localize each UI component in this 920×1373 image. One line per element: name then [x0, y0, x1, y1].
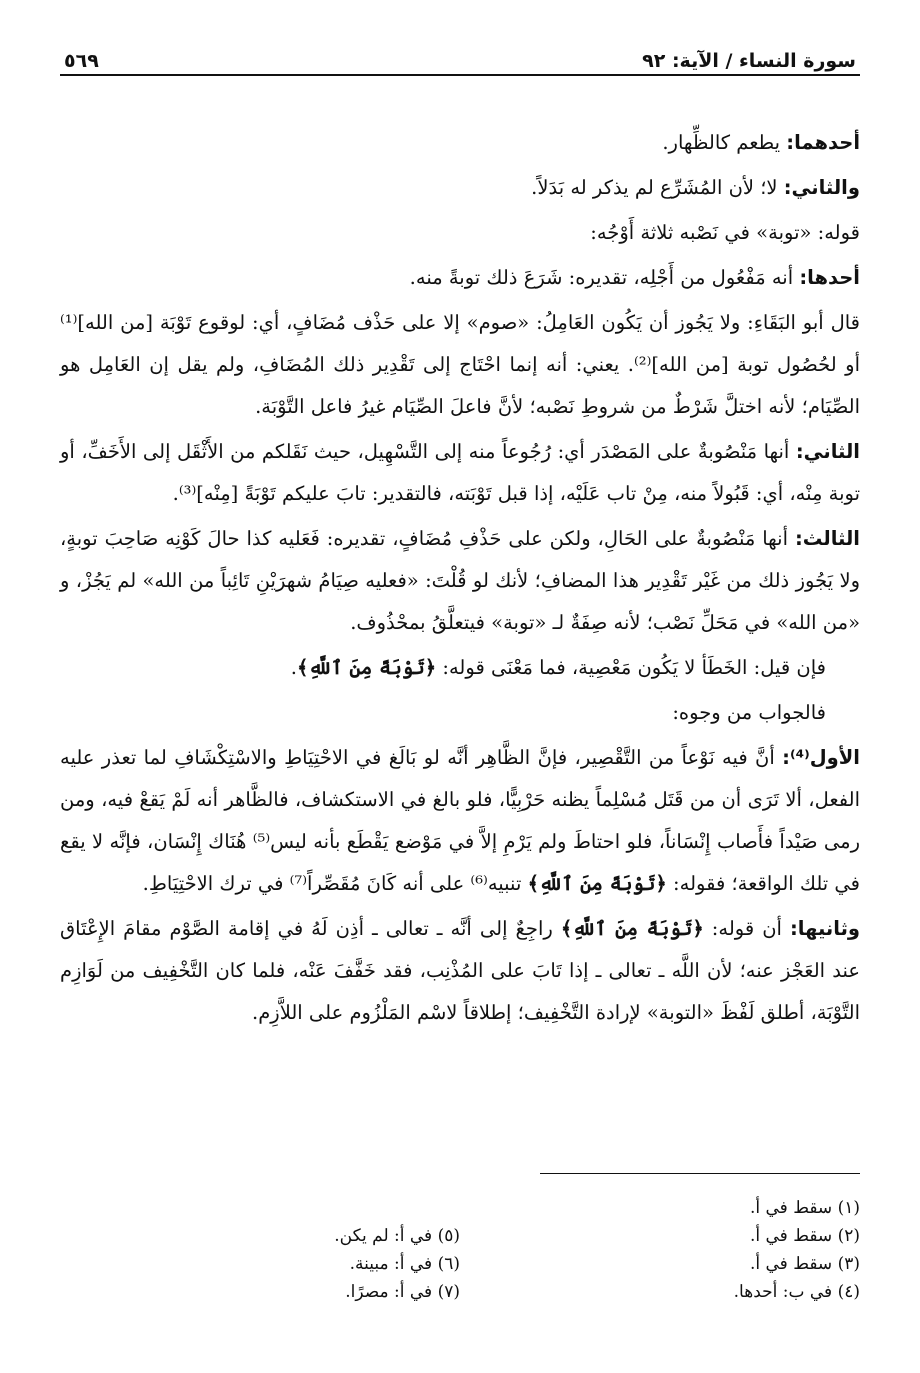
- footnote-divider: [540, 1173, 860, 1174]
- footnote: (٢) سقط في أ.: [749, 1226, 860, 1246]
- paragraph-text: لا؛ لأن المُشَرِّع لم يذكر له بَدَلاً.: [531, 176, 784, 199]
- paragraph-text: أن قوله:: [703, 917, 790, 940]
- footnote: (٥) في أ: لم يكن.: [334, 1226, 460, 1246]
- paragraph-text: فإن قيل: الخَطَأ لا يَكُون مَعْصِية، فما مَعْنَى قوله:: [436, 656, 826, 679]
- footnote: (٤) في ب: أحدها.: [733, 1282, 860, 1302]
- paragraph: [60, 167, 860, 209]
- paragraph-text: أنها مَنْصُوبةٌ على المَصْدَر أي: رُجُوعاً منه إلى التَّسْهِيل، حيث نَقَلكم من الأَثْقَل إلى الأَخَفِّ، أو توبة مِنْه، أي: قَبُولاً منه، مِنْ تاب عَلَيْه، إذا قبل تَوْبَته، فالتقدير: تابَ عليكم تَوْبَةً [مِنْه]⁽³⁾.: [60, 440, 860, 505]
- paragraph-label: الثالث:: [794, 527, 860, 550]
- footnote: (١) سقط في أ.: [749, 1198, 860, 1218]
- paragraph: [60, 647, 860, 689]
- paragraph: [60, 431, 860, 515]
- paragraph-text: قال أبو البَقَاءِ: ولا يَجُوز أن يَكُون العَامِلُ: «صوم» إلا على حَذْف مُضَافٍ، أي: لوقوع تَوْبَة [من الله]⁽¹⁾ أو لحُصُول توبة [من الله]⁽²⁾. يعني: أنه إنما احْتَاج إلى تَقْدِير ذلك المُضَافِ، ولم يقل إن العَامِل هو الصِّيَام؛ لأنه اختلَّ شَرْطٌ من شروطِ نَصْبه؛ لأنَّ فاعلَ الصِّيَام غيرُ فاعل التَّوْبَة.: [60, 311, 860, 418]
- quran-quote: ﴿تَوْبَةً مِنَ ٱللَّهِ﴾: [296, 656, 437, 679]
- footnotes: [60, 1194, 860, 1306]
- paragraph-text: قوله: «توبة» في نَصْبه ثلاثة أَوْجُه:: [590, 221, 860, 244]
- footnote: (٦) في أ: مبينة.: [349, 1254, 460, 1274]
- paragraph-text: أنها مَنْصُوبةٌ على الحَالِ، ولكن على حَذْفِ مُضَافٍ، تقديره: فَعَليه كذا حالَ كَوْنِه صَاحِبَ توبةٍ، ولا يَجُوز ذلك من غَيْر تَقْدِير هذا المضافِ؛ لأنك لو قُلْتَ: «فعليه صِيَامُ شهرَيْنِ تَائِباً من الله» لم يَجُزْ، و «من الله» في مَحَلِّ نَصْب؛ لأنه صِفَةٌ لـ «توبة» فيتعلَّقُ بمحْذُوف.: [60, 527, 860, 634]
- paragraph: [60, 908, 860, 1034]
- paragraph-label: والثاني:: [783, 176, 860, 199]
- paragraph: [60, 518, 860, 644]
- paragraph: [60, 692, 860, 734]
- main-text: [60, 122, 860, 1034]
- page-header: [60, 36, 860, 76]
- paragraph-label: أحدها:: [799, 266, 860, 289]
- paragraph-label: وثانيها:: [789, 917, 861, 940]
- footnotes-column-2: [60, 1194, 460, 1306]
- page-number: ٥٦٩: [64, 50, 99, 72]
- paragraph: [60, 122, 860, 164]
- paragraph-label: أحدهما:: [786, 131, 860, 154]
- paragraph-text-continued: .: [290, 656, 297, 679]
- paragraph-text: أنه مَفْعُول من أَجْلِه، تقديره: شَرَعَ ذلك توبةً منه.: [409, 266, 800, 289]
- paragraph-text: أنَّ فيه نَوْعاً من التَّقْصِير، فإنَّ الظَّاهِر أنَّه لو بَالَغ في الاحْتِيَاطِ والاسْتِكْشَافِ لما تعذر عليه الفعل، ألا تَرَى أن من قَتَل مُسْلِماً يظنه حَرْبِيًّا، فلو بالغ في الاستكشاف، فالظَّاهر أنه لَمْ يَقعْ فيه، ومن رمى صَيْداً فأَصاب إِنْسَاناً، فلو احتاطَ ولم يَرْمِ إلاَّ في مَوْضع يَقْطَع بأنه ليس⁽⁵⁾ هُنَاك إِنْسَان، فإنَّه لا يقع في تلك الواقعة؛ فقوله:: [60, 746, 860, 895]
- quran-quote: ﴿تَوْبَةً مِنَ ٱللَّهِ﴾: [527, 872, 667, 895]
- footnotes-column-1: [460, 1194, 860, 1306]
- footnote: (٣) سقط في أ.: [749, 1254, 860, 1274]
- paragraph-label: الثاني:: [795, 440, 860, 463]
- paragraph-label: الأول⁽⁴⁾:: [782, 746, 860, 769]
- running-title: سورة النساء / الآية: ٩٢: [642, 50, 856, 72]
- paragraph-text-continued: تنبيه⁽⁶⁾ على أنه كَانَ مُقَصِّراً⁽⁷⁾ في ترك الاحْتِيَاطِ.: [142, 872, 528, 895]
- paragraph: [60, 212, 860, 254]
- paragraph-text: يطعم كالظِّهار.: [662, 131, 787, 154]
- paragraph: [60, 302, 860, 428]
- quran-quote: ﴿تَوْبَةً مِنَ ٱللَّهِ﴾: [560, 917, 704, 940]
- paragraph: [60, 737, 860, 905]
- paragraph-text-continued: راجِعٌ إلى أنَّه ـ تعالى ـ أذِن لَهُ في إقامة الصَّوْم مقامَ الإِعْتَاق عند العَجْز عنه؛ لأن اللَّه ـ تعالى ـ إذا تَابَ على المُذْنِب، فقد خَفَّفَ عَنْه، فلما كان التَّخْفِيف من لَوَازِم التَّوْبَة، أطلق لَفْظَ «التوبة» لإرادة التَّخْفِيف؛ إطلاقاً لاسْم المَلْزُوم على اللاَّزِم.: [60, 917, 860, 1024]
- page: [60, 36, 861, 1302]
- paragraph: [60, 257, 860, 299]
- paragraph-text: فالجواب من وجوه:: [672, 701, 826, 724]
- footnote: (٧) في أ: مصرًا.: [345, 1282, 460, 1302]
